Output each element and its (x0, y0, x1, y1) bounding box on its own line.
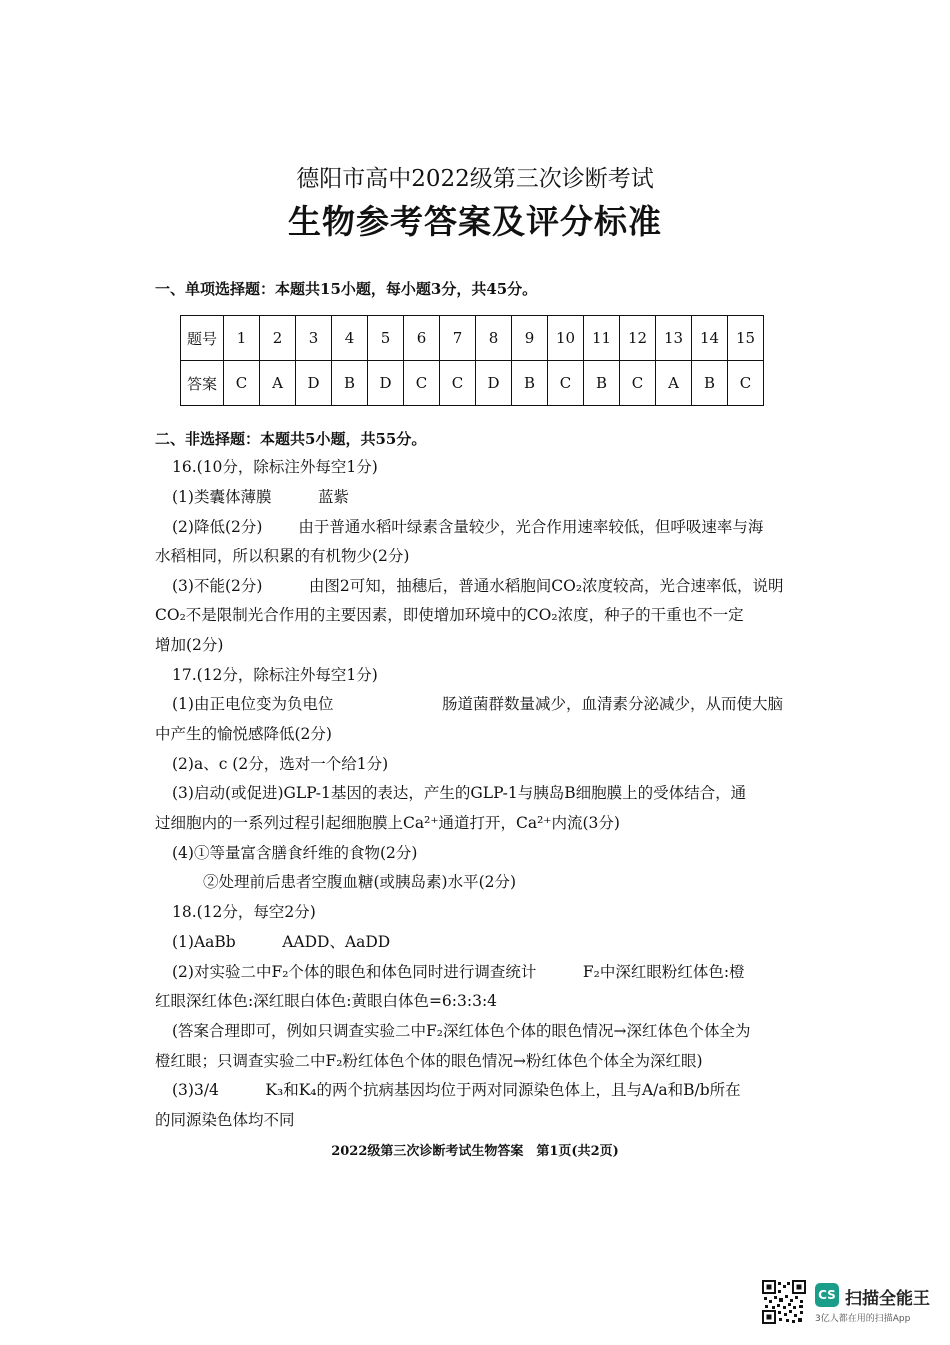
question-number: 8 (476, 316, 512, 361)
question-number: 2 (260, 316, 296, 361)
question-number: 7 (440, 316, 476, 361)
q18-answer-2-note-line-2: 橙红眼；只调查实验二中F₂粉红体色个体的眼色情况→粉红体色个体全为深红眼) (155, 1052, 703, 1070)
answer-letter: C (728, 361, 764, 406)
answer-letter: B (584, 361, 620, 406)
answer-letter: B (332, 361, 368, 406)
answer-letter: B (512, 361, 548, 406)
q17-answer-3-line-2: 过细胞内的一系列过程引起细胞膜上Ca²⁺通道打开，Ca²⁺内流(3分) (155, 814, 620, 832)
section-2-heading: 二、非选择题：本题共5小题，共55分。 (155, 430, 427, 448)
question-number: 5 (368, 316, 404, 361)
question-number: 13 (656, 316, 692, 361)
document-subtitle: 生物参考答案及评分标准 (288, 202, 662, 241)
question-number: 3 (296, 316, 332, 361)
question-number: 11 (584, 316, 620, 361)
question-number: 1 (224, 316, 260, 361)
answer-letter: A (656, 361, 692, 406)
q17-answer-3-line-1: (3)启动(或促进)GLP-1基因的表达，产生的GLP-1与胰岛B细胞膜上的受体结合，通 (172, 784, 747, 802)
q18-answer-2-line-2: 红眼深红体色:深红眼白体色:黄眼白体色=6:3:3:4 (155, 992, 498, 1010)
q17-answer-1-line-1: (1)由正电位变为负电位 肠道菌群数量减少，血清素分泌减少，从而使大脑 (172, 695, 783, 713)
answer-letter: C (404, 361, 440, 406)
answer-letter: C (440, 361, 476, 406)
watermark-app-name: 扫描全能王 (845, 1289, 930, 1309)
scanner-watermark (815, 1283, 935, 1325)
q18-answer-2-line-1: (2)对实验二中F₂个体的眼色和体色同时进行调查统计 F₂中深红眼粉红体色:橙 (172, 963, 745, 981)
q16-answer-2-line-2: 水稻相同，所以积累的有机物少(2分) (155, 547, 410, 565)
exam-title: 德阳市高中2022级第三次诊断考试 (296, 166, 654, 192)
section-1-heading: 一、单项选择题：本题共15小题，每小题3分，共45分。 (155, 280, 538, 298)
row-label-answer: 答案 (181, 361, 224, 406)
question-number: 10 (548, 316, 584, 361)
question-number: 15 (728, 316, 764, 361)
q16-answer-2-line-1: (2)降低(2分) 由于普通水稻叶绿素含量较少，光合作用速率较低，但呼吸速率与海 (172, 518, 764, 536)
q16-answer-3-line-2: CO₂不是限制光合作用的主要因素，即使增加环境中的CO₂浓度，种子的干重也不一定 (155, 606, 744, 624)
q18-answer-3-line-1: (3)3/4 K₃和K₄的两个抗病基因均位于两对同源染色体上，且与A/a和B/b所在 (172, 1081, 741, 1099)
answer-letter: C (548, 361, 584, 406)
row-label-number: 题号 (181, 316, 224, 361)
q16-answer-3-line-3: 增加(2分) (155, 636, 224, 654)
answer-letter: D (368, 361, 404, 406)
q16-heading: 16.(10分，除标注外每空1分) (172, 458, 378, 476)
question-number: 9 (512, 316, 548, 361)
q18-answer-2-note-line-1: (答案合理即可，例如只调查实验二中F₂深红体色个体的眼色情况→深红体色个体全为 (172, 1022, 751, 1040)
q18-answer-1: (1)AaBb AADD、AaDD (172, 933, 391, 951)
question-number: 6 (404, 316, 440, 361)
answer-letter: C (224, 361, 260, 406)
q17-heading: 17.(12分，除标注外每空1分) (172, 666, 378, 684)
q16-answer-1: (1)类囊体薄膜 蓝紫 (172, 488, 349, 506)
answer-row (181, 361, 764, 406)
q17-answer-2: (2)a、c (2分，选对一个给1分) (172, 755, 389, 773)
answer-letter: B (692, 361, 728, 406)
page-footer: 2022级第三次诊断考试生物答案 第1页(共2页) (331, 1144, 619, 1159)
watermark-tagline: 3亿人都在用的扫描App (815, 1314, 911, 1324)
answer-letter: D (476, 361, 512, 406)
question-number: 14 (692, 316, 728, 361)
answer-letter: D (296, 361, 332, 406)
q17-answer-4-item-1: (4)①等量富含膳食纤维的食物(2分) (172, 844, 418, 862)
question-number: 12 (620, 316, 656, 361)
q18-heading: 18.(12分，每空2分) (172, 903, 316, 921)
q18-answer-3-line-2: 的同源染色体均不同 (155, 1111, 295, 1129)
q17-answer-1-line-2: 中产生的愉悦感降低(2分) (155, 725, 332, 743)
answer-letter: A (260, 361, 296, 406)
question-number: 4 (332, 316, 368, 361)
q17-answer-4-item-2: ②处理前后患者空腹血糖(或胰岛素)水平(2分) (203, 873, 517, 891)
camscanner-logo-icon: CS (815, 1283, 839, 1307)
answer-letter: C (620, 361, 656, 406)
q16-answer-3-line-1: (3)不能(2分) 由图2可知，抽穗后，普通水稻胞间CO₂浓度较高，光合速率低，说明 (172, 577, 784, 595)
qr-code-icon (762, 1280, 806, 1324)
question-number-row (181, 316, 764, 361)
answer-table (180, 315, 764, 406)
